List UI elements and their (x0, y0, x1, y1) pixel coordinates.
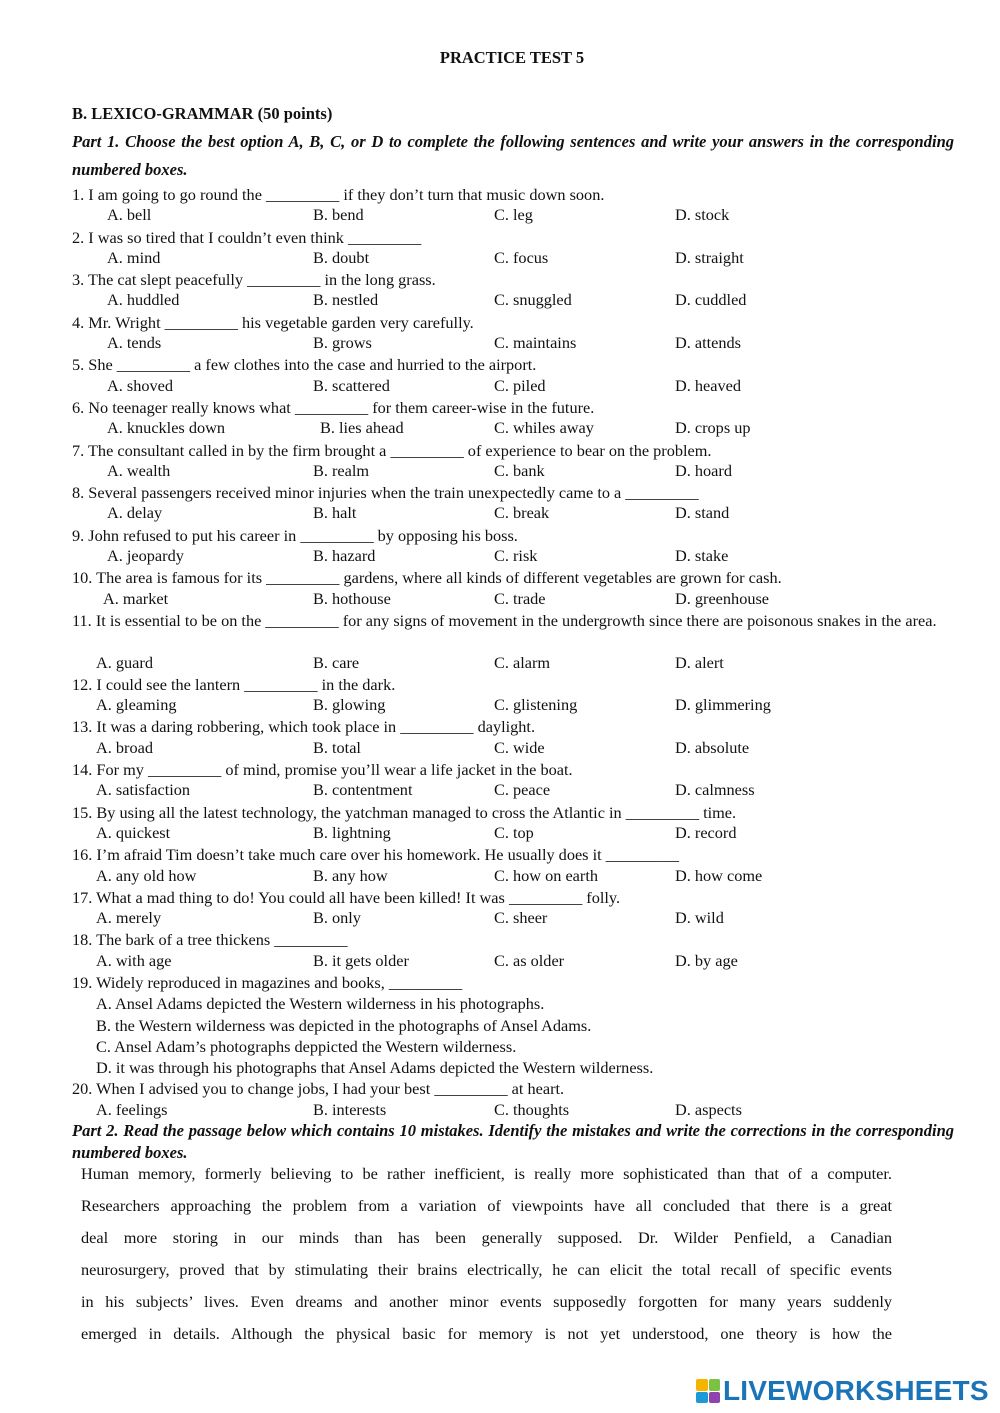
option-b-q8[interactable]: B. halt (313, 503, 357, 523)
option-c-q2[interactable]: C. focus (494, 247, 549, 267)
question-stem-17 (72, 887, 962, 908)
option-a-q11[interactable]: A. guard (96, 652, 153, 672)
option-b-q5[interactable]: B. scattered (313, 375, 390, 395)
option-d-q17[interactable]: D. wild (675, 908, 724, 928)
question-stem-20 (72, 1078, 962, 1099)
option-b-q7[interactable]: B. realm (313, 460, 370, 480)
option-c-q10[interactable]: C. trade (494, 588, 546, 608)
question-options-11 (72, 653, 962, 674)
option-d-q2[interactable]: D. straight (675, 247, 744, 267)
option-a-q5[interactable]: A. shoved (107, 375, 174, 395)
question-stem-14 (72, 759, 962, 780)
option-b-q3[interactable]: B. nestled (313, 290, 379, 310)
liveworksheets-logo-icon (696, 1379, 720, 1403)
option-c-q9[interactable]: C. risk (494, 546, 538, 566)
question-stem-5 (72, 354, 962, 375)
option-a-q16[interactable]: A. any old how (96, 865, 197, 885)
option-a-q19[interactable]: A. Ansel Adams depicted the Western wilderness in his photographs. (96, 994, 545, 1014)
question-text-9: 9. John refused to put his career in _________ by opposing his boss. (72, 525, 518, 545)
option-c-q12[interactable]: C. glistening (494, 695, 578, 715)
option-b-q9[interactable]: B. hazard (313, 546, 376, 566)
question-stem-12 (72, 674, 962, 695)
question-stem-7 (72, 440, 962, 461)
question-options-8 (72, 503, 962, 524)
option-a-q20[interactable]: A. feelings (96, 1099, 168, 1119)
option-b-q1[interactable]: B. bend (313, 205, 364, 225)
option-b-q17[interactable]: B. only (313, 908, 361, 928)
question-options-6 (72, 418, 962, 439)
question-text-17: 17. What a mad thing to do! You could all have been killed! It was _________ folly. (72, 887, 621, 907)
passage-line-1: Human memory, formerly believing to be rather inefficient, is really more sophisticated than that of a computer. (81, 1164, 892, 1183)
option-a-q18[interactable]: A. with age (96, 950, 172, 970)
question-text-3: 3. The cat slept peacefully _________ in the long grass. (72, 270, 436, 290)
question-text-13: 13. It was a daring robbering, which took place in _________ daylight. (72, 717, 536, 737)
option-b-q6[interactable]: B. lies ahead (320, 418, 404, 438)
option-c-q15[interactable]: C. top (494, 822, 534, 842)
question-list (72, 184, 962, 1121)
option-b-q11[interactable]: B. care (313, 652, 360, 672)
question-text-14: 14. For my _________ of mind, promise you’ll wear a life jacket in the boat. (72, 760, 573, 780)
option-a-q15[interactable]: A. quickest (96, 822, 171, 842)
option-d-q18[interactable]: D. by age (675, 950, 738, 970)
question-stem-9 (72, 525, 962, 546)
question-text-12: 12. I could see the lantern _________ in the dark. (72, 674, 396, 694)
option-d-q4[interactable]: D. attends (675, 333, 742, 353)
passage-line-5: in his subjects’ lives. Even dreams and another minor events supposedly forgotten for many years suddenly (81, 1292, 892, 1311)
option-c-q14[interactable]: C. peace (494, 780, 551, 800)
option-d-q10[interactable]: D. greenhouse (675, 588, 770, 608)
option-a-q1[interactable]: A. bell (107, 205, 152, 225)
option-c-q16[interactable]: C. how on earth (494, 865, 598, 885)
option-c-q17[interactable]: C. sheer (494, 908, 548, 928)
page-title: PRACTICE TEST 5 (439, 48, 585, 67)
option-a-q12[interactable]: A. gleaming (96, 695, 177, 715)
option-d-q13[interactable]: D. absolute (675, 737, 750, 757)
question-text-18: 18. The bark of a tree thickens _________ (72, 930, 348, 950)
liveworksheets-logo (696, 1376, 989, 1406)
question-text-6: 6. No teenager really knows what _________ for them career-wise in the future. (72, 397, 595, 417)
option-c-q1[interactable]: C. leg (494, 205, 533, 225)
question-options-3 (72, 290, 962, 311)
passage-line-6: emerged in details. Although the physical basic for memory is not yet understood, one theory is how the (81, 1324, 892, 1343)
option-d-q20[interactable]: D. aspects (675, 1099, 742, 1119)
question-options-20 (72, 1100, 962, 1121)
option-d-q6[interactable]: D. crops up (675, 418, 751, 438)
option-a-q10[interactable]: A. market (103, 588, 169, 608)
question-text-19: 19. Widely reproduced in magazines and books, _________ (72, 972, 463, 992)
option-a-q6[interactable]: A. knuckles down (107, 418, 226, 438)
question-text-4: 4. Mr. Wright _________ his vegetable garden very carefully. (72, 312, 474, 332)
option-c-q20[interactable]: C. thoughts (494, 1099, 570, 1119)
question-options-13 (72, 738, 962, 759)
option-c-q18[interactable]: C. as older (494, 950, 565, 970)
section-heading: B. LEXICO-GRAMMAR (50 points) (72, 104, 333, 123)
question-options-1 (72, 205, 962, 226)
question-stem-15 (72, 802, 962, 823)
option-b-q12[interactable]: B. glowing (313, 695, 386, 715)
option-a-q17[interactable]: A. merely (96, 908, 162, 928)
option-a-q9[interactable]: A. jeopardy (107, 546, 184, 566)
part2-instruction: Part 2. Read the passage below which contains 10 mistakes. Identify the mistakes and write the corrections in the corresponding numbered boxes. (72, 1121, 954, 1162)
option-d-q9[interactable]: D. stake (675, 546, 729, 566)
option-d-q15[interactable]: D. record (675, 822, 737, 842)
option-a-q8[interactable]: A. delay (107, 503, 163, 523)
option-b-q19[interactable]: B. the Western wilderness was depicted in the photographs of Ansel Adams. (96, 1015, 592, 1035)
question-text-11: 11. It is essential to be on the _________ for any signs of movement in the undergrowth since there are poisonous snakes in the area. (72, 610, 937, 630)
question-stem-11 (72, 610, 962, 653)
question-options-17 (72, 908, 962, 929)
question-stem-16 (72, 844, 962, 865)
question-stem-6 (72, 397, 962, 418)
option-b-q4[interactable]: B. grows (313, 333, 372, 353)
question-stem-3 (72, 269, 962, 290)
question-stem-2 (72, 227, 962, 248)
option-d-q16[interactable]: D. how come (675, 865, 763, 885)
question-text-10: 10. The area is famous for its _________ gardens, where all kinds of different vegetables are grown for cash. (72, 568, 782, 588)
question-text-8: 8. Several passengers received minor injuries when the train unexpectedly came to a _________ (72, 483, 699, 503)
question-options-4 (72, 333, 962, 354)
question-options-2 (72, 248, 962, 269)
option-d-q3[interactable]: D. cuddled (675, 290, 747, 310)
question-text-2: 2. I was so tired that I couldn’t even think _________ (72, 227, 422, 247)
option-b-q2[interactable]: B. doubt (313, 247, 370, 267)
question-text-16: 16. I’m afraid Tim doesn’t take much care over his homework. He usually does it _________ (72, 845, 679, 865)
option-a-q4[interactable]: A. tends (107, 333, 162, 353)
option-b-q15[interactable]: B. lightning (313, 822, 391, 842)
passage-line-3: deal more storing in our minds than has been generally supposed. Dr. Wilder Penfield, a Canadian (81, 1228, 892, 1247)
option-a-q7[interactable]: A. wealth (107, 460, 171, 480)
option-b-q10[interactable]: B. hothouse (313, 588, 391, 608)
option-c-q19[interactable]: C. Ansel Adam’s photographs deppicted the Western wilderness. (96, 1036, 517, 1056)
option-c-q13[interactable]: C. wide (494, 737, 545, 757)
option-a-q14[interactable]: A. satisfaction (96, 780, 191, 800)
question-options-12 (72, 695, 962, 716)
option-d-q12[interactable]: D. glimmering (675, 695, 771, 715)
option-b-q16[interactable]: B. any how (313, 865, 388, 885)
question-stem-13 (72, 716, 962, 737)
question-text-5: 5. She _________ a few clothes into the case and hurried to the airport. (72, 355, 537, 375)
option-c-q8[interactable]: C. break (494, 503, 550, 523)
question-text-1: 1. I am going to go round the _________ if they don’t turn that music down soon. (72, 185, 605, 204)
option-d-q19[interactable]: D. it was through his photographs that Ansel Adams depicted the Western wilderness. (96, 1058, 654, 1078)
question-options-18 (72, 951, 962, 972)
question-options-16 (72, 866, 962, 887)
option-c-q3[interactable]: C. snuggled (494, 290, 572, 310)
part1-instruction: Part 1. Choose the best option A, B, C, or D to complete the following sentences and write your answers in the corresponding numbered boxes. (72, 132, 954, 179)
option-d-q1[interactable]: D. stock (675, 205, 730, 225)
option-c-q7[interactable]: C. bank (494, 460, 545, 480)
question-text-7: 7. The consultant called in by the firm brought a _________ of experience to bear on the problem. (72, 440, 712, 460)
question-text-15: 15. By using all the latest technology, the yatchman managed to cross the Atlantic in _________ time. (72, 802, 737, 822)
option-d-q8[interactable]: D. stand (675, 503, 730, 523)
question-options-15 (72, 823, 962, 844)
option-c-q5[interactable]: C. piled (494, 375, 546, 395)
option-d-q14[interactable]: D. calmness (675, 780, 755, 800)
question-stem-1 (72, 184, 962, 205)
passage-line-2: Researchers approaching the problem from a variation of viewpoints have all concluded that there is a great (81, 1196, 892, 1215)
option-b-q13[interactable]: B. total (313, 737, 361, 757)
question-stem-19 (72, 972, 962, 993)
question-options-14 (72, 780, 962, 801)
option-d-q5[interactable]: D. heaved (675, 375, 741, 395)
option-c-q11[interactable]: C. alarm (494, 652, 551, 672)
question-options-10 (72, 589, 962, 610)
option-a-q3[interactable]: A. huddled (107, 290, 180, 310)
question-stem-10 (72, 567, 962, 588)
question-stem-18 (72, 929, 962, 950)
option-c-q6[interactable]: C. whiles away (494, 418, 594, 438)
question-options-7 (72, 461, 962, 482)
question-stem-8 (72, 482, 962, 503)
passage-line-4: neurosurgery, proved that by stimulating their brains electrically, he can elicit the total recall of specific events (81, 1260, 892, 1279)
passage (81, 1158, 892, 1350)
option-d-q11[interactable]: D. alert (675, 652, 724, 672)
option-b-q18[interactable]: B. it gets older (313, 950, 409, 970)
question-options-5 (72, 376, 962, 397)
question-text-20: 20. When I advised you to change jobs, I had your best _________ at heart. (72, 1079, 565, 1099)
liveworksheets-brand-text: LIVEWORKSHEETS (723, 1375, 989, 1406)
option-b-q20[interactable]: B. interests (313, 1099, 387, 1119)
option-c-q4[interactable]: C. maintains (494, 333, 577, 353)
option-b-q14[interactable]: B. contentment (313, 780, 413, 800)
option-a-q13[interactable]: A. broad (96, 737, 153, 757)
option-d-q7[interactable]: D. hoard (675, 460, 732, 480)
question-stem-4 (72, 312, 962, 333)
question-options-9 (72, 546, 962, 567)
option-a-q2[interactable]: A. mind (107, 247, 161, 267)
